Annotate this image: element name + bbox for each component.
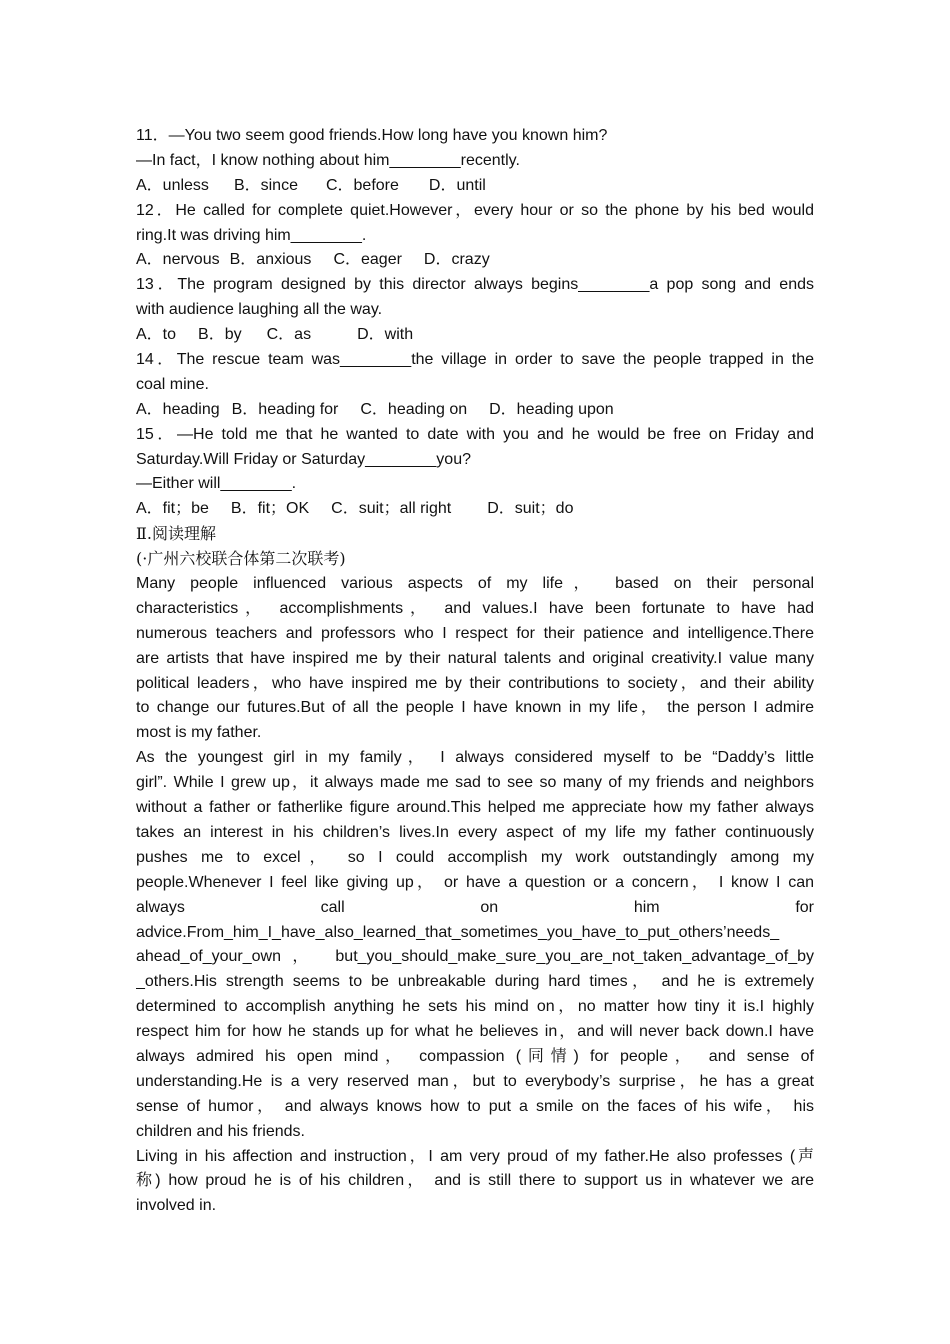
passage-line: involved in. [136,1197,217,1215]
section-source: (·广州六校联合体第二次联考) [136,549,346,569]
q14-stem-line-2: coal mine. [136,375,209,393]
passage-line: without a father or fatherlike figure around.This helped me appreciate how my father always [136,799,814,817]
passage-line: advice.From_him_I_have_also_learned_that_sometimes_you_have_to_put_others’needs_ [136,923,780,941]
passage-line: sense of humor， and always knows how to put a smile on the faces of his wife， his [136,1097,814,1115]
q14-option-b: B．heading for [231,400,339,418]
q15-option-c: C．suit；all right [331,500,452,518]
q15-options [136,497,814,522]
q11-option-d: D．until [428,176,486,194]
passage-line: political leaders，who have inspired me by their contributions to society，and their ability [136,674,814,692]
q14-options [136,398,814,423]
passage-line: girl”. While I grew up，it always made me sad to see so many of my friends and neighbors [136,774,814,792]
q13-option-d: D．with [357,326,414,344]
q14-option-a: A．heading [136,400,220,418]
passage-line: As the youngest girl in my family， I always considered myself to be “Daddy’s little [136,749,814,767]
q15-stem-line-1: 15．—He told me that he wanted to date with you and he would be free on Friday and [136,425,814,443]
q12-options [136,248,814,273]
q11-options [136,174,814,199]
q15-reply: —Either will________. [136,475,297,493]
q15-option-a: A．fit；be [136,500,209,518]
q13-stem-line-2: with audience laughing all the way. [136,301,383,319]
passage-line: most is my father. [136,724,262,742]
passage-line: children and his friends. [136,1122,305,1140]
document-page [136,124,814,1219]
passage-line: Living in his affection and instruction，I am very proud of my father.He also professes (声 [136,1147,814,1165]
q14-option-c: C．heading on [360,400,468,418]
q11-option-a: A．unless [136,176,209,194]
passage-line: people.Whenever I feel like giving up， or have a question or a concern， I know I can [136,873,814,891]
q12-option-a: A．nervous [136,251,220,269]
section-title: Ⅱ.阅读理解 [136,524,216,544]
passage-line: pushes me to excel， so I could accomplish my work outstandingly among my [136,848,814,866]
passage-line: 称) how proud he is of his children， and is still there to support us in whatever we are [136,1172,814,1190]
q11-stem: 11．—You two seem good friends.How long have you known him? [136,127,608,144]
q12-stem-line-2: ring.It was driving him________. [136,226,367,244]
passage-line: characteristics， accomplishments， and values.I have been fortunate to have had [136,599,814,617]
q11-reply: —In fact，I know nothing about him________recently. [136,151,520,169]
passage-line: always call on him for [136,898,814,916]
passage-line: determined to accomplish anything he sets his mind on，no matter how tiny it is.I highly [136,998,814,1016]
q13-option-b: B．by [198,326,242,344]
q11-option-b: B．since [233,176,298,194]
passage-line: ahead_of_your_own， but_you_should_make_sure_you_are_not_taken_advantage_of_by [136,948,814,966]
q15-stem-line-2: Saturday.Will Friday or Saturday________you? [136,450,471,468]
q14-stem-line-1: 14．The rescue team was________the village in order to save the people trapped in the [136,351,814,369]
q13-option-c: C．as [266,326,312,344]
q12-option-d: D．crazy [423,251,490,269]
q12-option-c: C．eager [333,251,402,269]
q12-stem-line-1: 12．He called for complete quiet.However，every hour or so the phone by his bed would [136,201,814,219]
q13-options [136,323,814,348]
reading-passage [136,572,814,1219]
q13-stem-line-1: 13．The program designed by this director always begins________a pop song and ends [136,276,814,294]
passage-line: respect him for how he stands up for what he believes in，and will never back down.I have [136,1023,814,1041]
passage-line: numerous teachers and professors who I respect for their patience and intelligence.There [136,624,814,642]
passage-line: Many people influenced various aspects of my life， based on their personal [136,575,814,593]
passage-line: understanding.He is a very reserved man，but to everybody’s surprise，he has a great [136,1072,814,1090]
passage-line: _others.His strength seems to be unbreakable during hard times， and he is extremely [136,973,814,991]
passage-line: takes an interest in his children’s lives.In every aspect of my life my father continuously [136,823,814,841]
q12-option-b: B．anxious [229,251,312,269]
q14-option-d: D．heading upon [489,400,614,418]
q11-option-c: C．before [325,176,399,194]
passage-line: to change our futures.But of all the people I have known in my life， the person I admire [136,699,814,717]
q15-option-d: D．suit；do [487,500,574,518]
q15-option-b: B．fit；OK [230,500,310,518]
passage-line: are artists that have inspired me by their natural talents and original creativity.I value many [136,649,814,667]
passage-line: always admired his open mind， compassion (同情) for people， and sense of [136,1047,814,1065]
q13-option-a: A．to [136,326,177,344]
